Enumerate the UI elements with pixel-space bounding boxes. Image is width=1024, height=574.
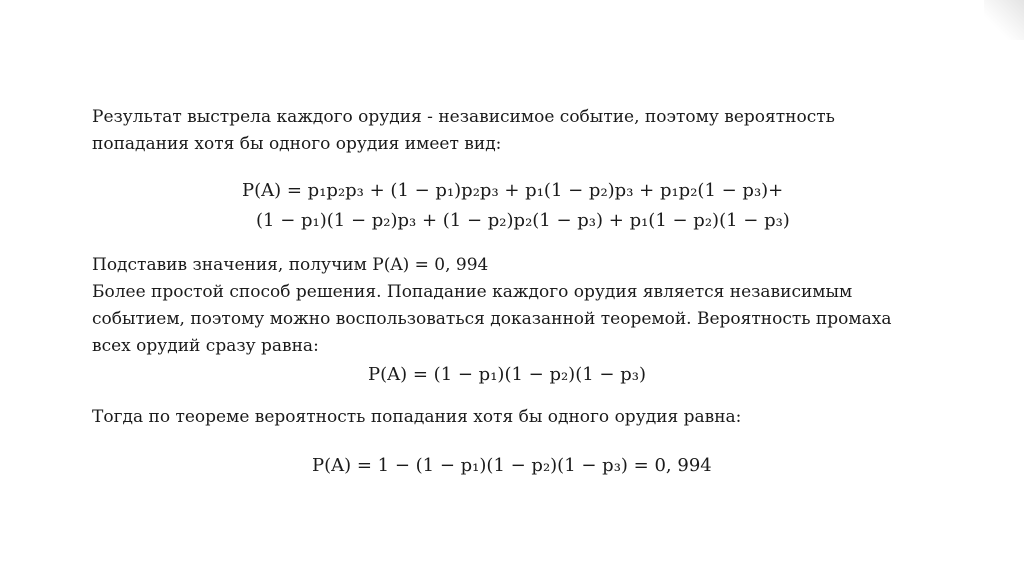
equation-line-1: P(A) = p₁p₂p₃ + (1 − p₁)p₂p₃ + p₁(1 − p₂)p₃ + p₁p₂(1 − p₃)+ [242,180,784,201]
paragraph-simpler-line-1: Более простой способ решения. Попадание каждого орудия является независимым [92,282,853,302]
equation-line-2: (1 − p₁)(1 − p₂)p₃ + (1 − p₂)p₂(1 − p₃) + p₁(1 − p₂)(1 − p₃) [256,210,790,231]
paragraph-simpler-line-3: всех орудий сразу равна: [92,336,319,356]
paragraph-substitution: Подставив значения, получим P(A) = 0, 994 [92,255,489,275]
paragraph-intro-line-1: Результат выстрела каждого орудия - независимое событие, поэтому вероятность [92,107,835,127]
slide-content [92,104,892,481]
equation-full-probability [92,176,892,236]
paragraph-theorem: Тогда по теореме вероятность попадания хотя бы одного орудия равна: [92,407,742,427]
page-corner-fold [984,0,1024,40]
paragraph-intro-line-2: попадания хотя бы одного орудия имеет вид: [92,134,502,154]
paragraph-simpler-line-2: событием, поэтому можно воспользоваться доказанной теоремой. Вероятность промаха [92,309,892,329]
equation-final-result: P(A) = 1 − (1 − p₁)(1 − p₂)(1 − p₃) = 0, 994 [312,455,712,476]
equation-miss-probability: P(A) = (1 − p₁)(1 − p₂)(1 − p₃) [368,364,646,385]
